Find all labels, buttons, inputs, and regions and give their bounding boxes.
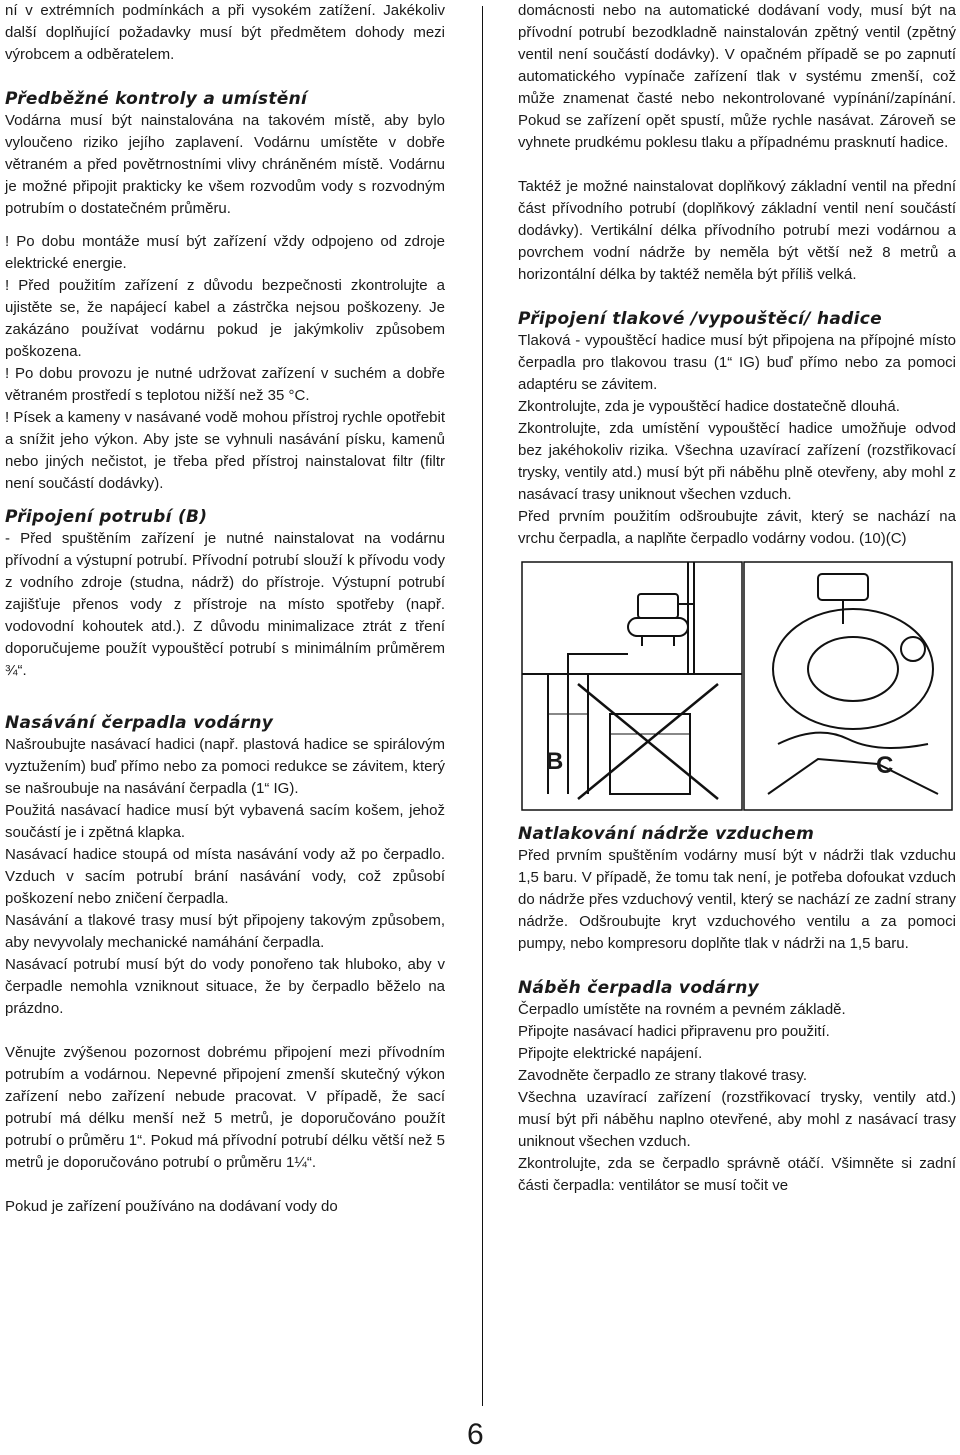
suction-step-3: Nasávací hadice stoupá od místa nasávání vody až po čerpadlo. Vzduch v sacím potrubí brání nasávání vody, což způsobí poškození nebo zničení čerpadla. <box>5 846 445 907</box>
figure-label-c: C <box>876 752 894 779</box>
heading-preliminary-checks: Předběžné kontroly a umístění <box>5 89 308 109</box>
heading-pressure-hose: Připojení tlakové /vypouštěcí/ hadice <box>518 309 882 329</box>
hose-step-3: Zkontrolujte, zda umístění vypouštěcí hadice umožňuje odvod bez jakéhokoliv rizika. Všechna uzavírací zařízení (rozstřikovací trysky, ventily atd.) musí být při náběhu plně otevřeny, aby mohl z nasávací trasy uniknout všechen vzduch. <box>518 420 956 503</box>
heading-suction: Nasávání čerpadla vodárny <box>5 713 274 733</box>
right-column <box>518 0 956 1197</box>
start-step-4: Zavodněte čerpadlo ze strany tlakové trasy. <box>518 1067 808 1084</box>
installation-figure <box>518 554 956 812</box>
paragraph-checks: Vodárna musí být nainstalována na takovém místě, aby bylo vyloučeno riziko jejího zaplavení. Vodárnu umístěte v dobře větraném a před povětrnostními vlivy chráněném místě. Vodárnu je možné připojit prakticky ke všem rozvodům vody s rozvodným potrubím o dostatečném průměru. <box>5 112 445 217</box>
heading-tank-pressurizing: Natlakování nádrže vzduchem <box>518 824 815 844</box>
start-step-2: Připojte nasávací hadici připravenu pro použití. <box>518 1023 830 1040</box>
start-step-3: Připojte elektrické napájení. <box>518 1045 703 1062</box>
paragraph-intro: ní v extrémních podmínkách a při vysokém zatížení. Jakékoliv další doplňující požadavky musí být předmětem dohody mezi výrobcem a odběratelem. <box>5 2 445 63</box>
warning-cable-check: ! Před použitím zařízení z důvodu bezpečnosti zkontrolujte a ujistěte se, že napájecí kabel a zástrčka nejsou poškozeny. Je zakázáno používat vodárnu pokud je jakýmkoliv způsobem poškozena. <box>5 277 445 360</box>
column-divider <box>482 6 483 1406</box>
suction-step-5: Nasávací potrubí musí být do vody ponořeno tak hluboko, aby v čerpadle nemohla vzniknout situace, že by čerpadlo běželo na prázdno. <box>5 956 445 1017</box>
start-step-5: Všechna uzavírací zařízení (rozstřikovací trysky, ventily atd.) musí být při náběhu naplno otevřené, aby mohl z nasávací trasy uniknout všechen vzduch. <box>518 1089 956 1150</box>
start-step-6: Zkontrolujte, zda se čerpadlo správně otáčí. Všimněte si zadní části čerpadla: ventilátor se musí točit ve <box>518 1155 956 1194</box>
paragraph-continued: domácnosti nebo na automatické dodávaní vody, musí být na přívodní potrubí bezodkladně nainstalován zpětný ventil (zpětný ventil není součástí dodávky). V opačném případě se po zapnutí automatického vypínače zařízení tlak v systému zmenší, což může znamenat časté nebo nekontrolované vypínání/zapínání. Pokud se zařízení opět spustí, může rychle nasávat. Zároveň se vyhnete prudkému poklesu tlaku a případnému prasknutí hadice. <box>518 2 956 151</box>
paragraph-attention: Věnujte zvýšenou pozornost dobrému připojení mezi přívodním potrubím a vodárnou. Nepevné připojení zmenší skutečný výkon zařízení nebo zařízení nebude pracovat. V případě, že sací potrubí má délku menší než 5 metrů, je doporučováno použít potrubí o průměru 1“. Pokud má přívodní potrubí délku větší než 5 metrů je doporučováno potrubí o průměru 1¼“. <box>5 1044 445 1171</box>
warning-sand-filter: ! Písek a kameny v nasávané vodě mohou přístroj rychle opotřebit a snížit jeho výkon. Aby jste se vyhnuli nasávání písku, kamenů nebo jiných nečistot, je třeba před přístroj nainstalovat filtr (filtr není součástí dodávky). <box>5 409 445 492</box>
heading-pipe-connection: Připojení potrubí (B) <box>5 507 208 527</box>
paragraph-foot-valve: Taktéž je možné nainstalovat doplňkový základní ventil na přední část přívodního potrubí (doplňkový základní ventil není součástí dodávky). Vertikální délka přívodního potrubí mezi vodárnou a povrchem vodní nádrže by neměla být větší než 8 metrů a horizontální délka by taktéž neměla být příliš velká. <box>518 178 956 283</box>
hose-step-1: Tlaková - vypouštěcí hadice musí být připojena na přípojné místo čerpadla pro tlakovou trasu (1“ IG) buď přímo nebo za pomoci adaptéru se závitem. <box>518 332 956 393</box>
paragraph-domestic: Pokud je zařízení používáno na dodávaní vody do <box>5 1198 338 1215</box>
paragraph-tank: Před prvním spuštěním vodárny musí být v nádrži tlak vzduchu 1,5 baru. V případě, že tomu tak není, je potřeba dofoukat vzduch do nádrže přes vzduchový ventil, který se nachází ze zadní strany nádrže. Odšroubujte kryt vzduchového ventilu a za pomoci pumpy, nebo kompresoru doplňte tlak v nádrži na 1,5 baru. <box>518 847 956 952</box>
hose-step-2: Zkontrolujte, zda je vypouštěcí hadice dostatečně dlouhá. <box>518 398 900 415</box>
hose-step-4: Před prvním použitím odšroubujte závit, který se nachází na vrchu čerpadla, a naplňte čerpadlo vodárny vodou. (10)(C) <box>518 508 956 547</box>
paragraph-pipe: - Před spuštěním zařízení je nutné nainstalovat na vodárnu přívodní a výstupní potrubí. Přívodní potrubí slouží k přívodu vody z vodního zdroje (studna, nádrž) do přístroje. Výstupní potrubí zajišťuje přenos vody z přístroje na místo spotřeby (např. vodovodní kohoutek atd.). Z důvodu minimalizace ztrát z tření doporučujeme použít vypouštěcí potrubí s minimálním průměrem ¾“. <box>5 530 445 679</box>
page-number: 6 <box>467 1418 484 1451</box>
warning-dry-environment: ! Po dobu provozu je nutné udržovat zařízení v suchém a dobře větraném prostředí s teplotou nižší než 35 °C. <box>5 365 445 404</box>
heading-pump-start: Náběh čerpadla vodárny <box>518 978 760 998</box>
figure-label-b: B <box>546 748 564 775</box>
left-column <box>5 0 445 1218</box>
suction-step-1: Našroubujte nasávací hadici (např. plastová hadice se spirálovým vyztužením) buď přímo nebo za pomoci redukce se závitem, který se našroubuje na nasávání čerpadla (1“ IG). <box>5 736 445 797</box>
warning-disconnect: ! Po dobu montáže musí být zařízení vždy odpojeno od zdroje elektrické energie. <box>5 233 445 272</box>
suction-step-2: Použitá nasávací hadice musí být vybavená sacím košem, jehož součástí je i zpětná klapka. <box>5 802 445 841</box>
suction-step-4: Nasávání a tlakové trasy musí být připojeny takovým způsobem, aby nevyvolaly mechanické namáhání čerpadla. <box>5 912 445 951</box>
figure-c-drawing <box>744 562 952 810</box>
start-step-1: Čerpadlo umístěte na rovném a pevném základě. <box>518 1001 846 1018</box>
